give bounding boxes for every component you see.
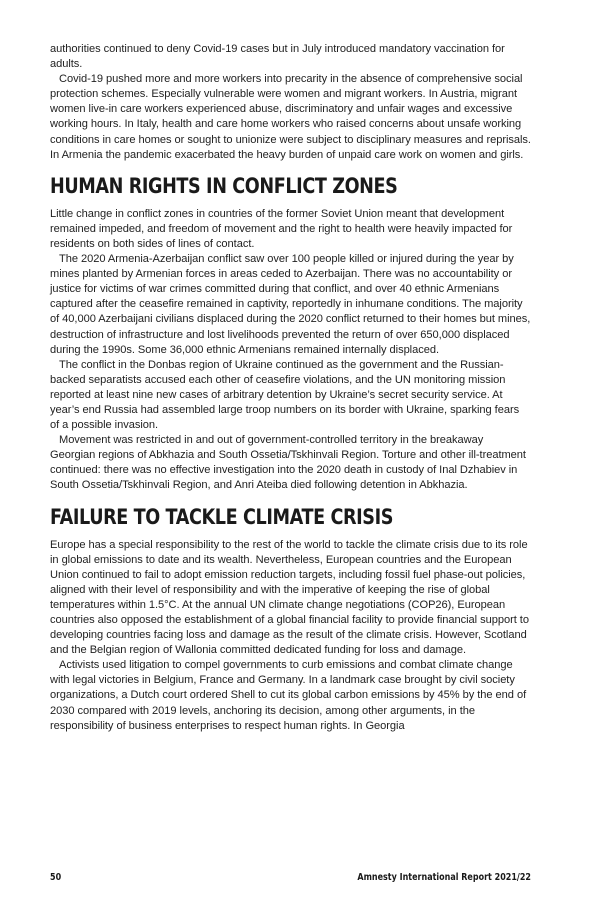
section-heading-conflict: HUMAN RIGHTS IN CONFLICT ZONES (50, 173, 398, 199)
conflict-paragraph-3: The conflict in the Donbas region of Ukraine continued as the government and the Russian-backed separatists accused each other of ceasefire violations, and the UN monitoring mission reported at least nine new cases of arbitrary detention by Ukraine’s secret security service. At year’s end Russia had assembled large troop numbers on its border with Ukraine, sparking fears of a possible invasion. (50, 358, 520, 432)
conflict-paragraph-1: Little change in conflict zones in countries of the former Soviet Union meant that development remained impeded, and freedom of movement and the right to health were heavily impacted for residents on both sides of lines of contact. (50, 207, 513, 250)
page-body (50, 42, 531, 734)
climate-paragraph-1: Europe has a special responsibility to the rest of the world to tackle the climate crisis due to its role in global emissions to date and its wealth. Nevertheless, European countries and the European Union continued to fail to adopt emission reduction targets, including fossil fuel phase-out policies, aligned with their level of responsibility and with the imperative of keeping the rise of global temperatures within 1.5°C. At the annual UN climate change negotiations (COP26), European countries also opposed the establishment of a global financial facility to provide financial support to developing countries facing loss and damage as the result of the climate crisis. However, Scotland and the Belgian region of Wallonia committed dedicated funding for loss and damage. (50, 538, 529, 657)
page-footer (50, 872, 531, 886)
report-title: Amnesty International Report 2021/22 (357, 872, 531, 883)
intro-paragraph-1: authorities continued to deny Covid-19 cases but in July introduced mandatory vaccination for adults. (50, 43, 505, 71)
intro-paragraph-2: Covid-19 pushed more and more workers into precarity in the absence of comprehensive social protection schemes. Especially vulnerable were women and migrant workers. In Austria, migrant women live-in care workers experienced abuse, discriminatory and unfair wages and excessive working hours. In Italy, health and care home workers who raised concerns about unsafe working conditions in care homes or sought to unionize were subject to disciplinary measures and reprisals. In Armenia the pandemic exacerbated the heavy burden of unpaid care work on women and girls. (50, 73, 531, 161)
conflict-paragraph-2: The 2020 Armenia-Azerbaijan conflict saw over 100 people killed or injured during the year by mines planted by Armenian forces in areas ceded to Azerbaijan. There was no accountability or justice for victims of war crimes committed during that conflict, and over 40 ethnic Armenians captured after the ceasefire remained in captivity, reportedly in inhumane conditions. The majority of 40,000 Azerbaijani civilians displaced during the 2020 conflict returned to their homes but mines, destruction of infrastructure and lost livelihoods prevented the return of over 650,000 displaced during the 1990s. Some 36,000 ethnic Armenians remained internally displaced. (50, 253, 531, 356)
climate-paragraph-2: Activists used litigation to compel governments to curb emissions and combat climate change with legal victories in Belgium, France and Germany. In a landmark case brought by civil society organizations, a Dutch court ordered Shell to cut its global carbon emissions by 45% by the end of 2030 compared with 2019 levels, anchoring its decision, among other arguments, in the responsibility of business enterprises to respect human rights. In Georgia (50, 659, 527, 732)
conflict-paragraph-4: Movement was restricted in and out of government-controlled territory in the breakaway Georgian regions of Abkhazia and South Ossetia/Tskhinvali Region. Torture and other ill-treatment continued: there was no effective investigation into the 2020 death in custody of Inal Dzhabiev in South Ossetia/Tskhinvali Region, and Anri Ateiba died following detention in Abkhazia. (50, 434, 526, 492)
section-heading-climate: FAILURE TO TACKLE CLIMATE CRISIS (50, 504, 394, 530)
page-number: 50 (50, 872, 62, 883)
